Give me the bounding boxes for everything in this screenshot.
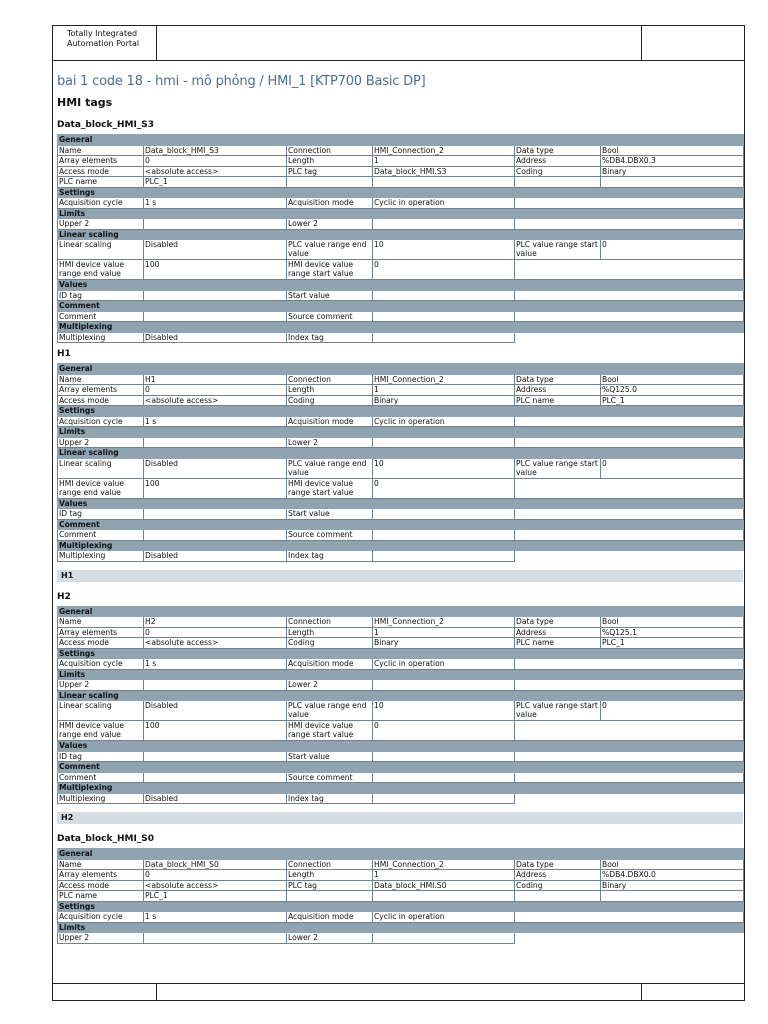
table-row: PLC name PLC_1 bbox=[58, 177, 744, 188]
footer-left-cell bbox=[53, 984, 157, 1000]
group-row-multiplexing: Multiplexing bbox=[58, 783, 744, 794]
table-row: PLC name PLC_1 bbox=[58, 891, 744, 902]
document-title: bai 1 code 18 - hmi - mô phỏng / HMI_1 [KTP700 Basic DP] bbox=[57, 74, 426, 89]
tag-table-h2 bbox=[57, 606, 744, 805]
table-row: Comment Source comment bbox=[58, 311, 744, 322]
tag-heading-s3: Data_block_HMI_S3 bbox=[57, 120, 155, 130]
table-row: ID tag Start value bbox=[58, 290, 744, 301]
table-row: Upper 2 Lower 2 bbox=[58, 933, 744, 944]
table-row: Acquisition cycle 1 s Acquisition mode Cyclic in operation bbox=[58, 912, 744, 923]
table-row: Comment Source comment bbox=[58, 530, 744, 541]
table-row: Linear scaling Disabled PLC value range end value 10 PLC value range start value 0 bbox=[58, 240, 744, 260]
table-row: ID tag Start value bbox=[58, 751, 744, 762]
table-row: Acquisition cycle 1 s Acquisition mode Cyclic in operation bbox=[58, 416, 744, 427]
table-row: Name Data_block_HMI_S0 Connection HMI_Connection_2 Data type Bool bbox=[58, 859, 744, 870]
group-row-multiplexing: Multiplexing bbox=[58, 540, 744, 551]
table-row: Acquisition cycle 1 s Acquisition mode Cyclic in operation bbox=[58, 198, 744, 209]
group-row-limits: Limits bbox=[58, 922, 744, 933]
table-row: Upper 2 Lower 2 bbox=[58, 437, 744, 448]
group-row-limits: Limits bbox=[58, 208, 744, 219]
tag-table-s3 bbox=[57, 134, 744, 343]
table-row: Upper 2 Lower 2 bbox=[58, 219, 744, 230]
footer-center-cell bbox=[157, 984, 642, 1000]
tag-heading-s0: Data_block_HMI_S0 bbox=[57, 834, 155, 844]
table-row: Multiplexing Disabled Index tag bbox=[58, 551, 744, 562]
group-row-general: General bbox=[58, 849, 744, 860]
group-row-settings: Settings bbox=[58, 901, 744, 912]
brand-line-2: Automation Portal bbox=[67, 39, 140, 48]
reference-bar-h1: H1 bbox=[57, 570, 743, 582]
table-row: ID tag Start value bbox=[58, 509, 744, 520]
table-row: HMI device value range end value 100 HMI device value range start value 0 bbox=[58, 721, 744, 741]
table-row: Upper 2 Lower 2 bbox=[58, 680, 744, 691]
table-row: Array elements 0 Length 1 Address %Q125.0 bbox=[58, 385, 744, 396]
tag-table-h1 bbox=[57, 363, 744, 562]
table-row: Name H1 Connection HMI_Connection_2 Data type Bool bbox=[58, 374, 744, 385]
group-row-comment: Comment bbox=[58, 519, 744, 530]
table-row: Array elements 0 Length 1 Address %Q125.1 bbox=[58, 627, 744, 638]
brand-block bbox=[53, 26, 157, 60]
table-row: HMI device value range end value 100 HMI device value range start value 0 bbox=[58, 260, 744, 280]
reference-bar-h2: H2 bbox=[57, 812, 743, 824]
group-row-limits: Limits bbox=[58, 427, 744, 438]
tag-heading-h2: H2 bbox=[57, 591, 71, 602]
header-right-cell bbox=[642, 26, 744, 60]
group-row-limits: Limits bbox=[58, 669, 744, 680]
group-row-settings: Settings bbox=[58, 187, 744, 198]
table-row: Access mode <absolute access> PLC tag Data_block_HMI.S0 Coding Binary bbox=[58, 880, 744, 891]
group-row-values: Values bbox=[58, 280, 744, 291]
group-row-general: General bbox=[58, 364, 744, 375]
group-row-multiplexing: Multiplexing bbox=[58, 322, 744, 333]
group-row-comment: Comment bbox=[58, 301, 744, 312]
group-row-values: Values bbox=[58, 741, 744, 752]
table-row: Acquisition cycle 1 s Acquisition mode Cyclic in operation bbox=[58, 659, 744, 670]
table-row: Name H2 Connection HMI_Connection_2 Data type Bool bbox=[58, 617, 744, 628]
tag-table-s0 bbox=[57, 848, 744, 944]
footer-right-cell bbox=[642, 984, 744, 1000]
group-row-linear-scaling: Linear scaling bbox=[58, 229, 744, 240]
tag-heading-h1: H1 bbox=[57, 349, 71, 359]
document-content bbox=[57, 72, 743, 944]
header-center-cell bbox=[157, 26, 642, 60]
table-row: Multiplexing Disabled Index tag bbox=[58, 332, 744, 343]
table-row: Array elements 0 Length 1 Address %DB4.DBX0.3 bbox=[58, 156, 744, 167]
table-row: Access mode <absolute access> PLC tag Data_block_HMI.S3 Coding Binary bbox=[58, 166, 744, 177]
table-row: HMI device value range end value 100 HMI device value range start value 0 bbox=[58, 478, 744, 498]
table-row: Comment Source comment bbox=[58, 772, 744, 783]
group-row-settings: Settings bbox=[58, 648, 744, 659]
table-row: Multiplexing Disabled Index tag bbox=[58, 793, 744, 804]
group-row-linear-scaling: Linear scaling bbox=[58, 448, 744, 459]
table-row: Access mode <absolute access> Coding Binary PLC name PLC_1 bbox=[58, 395, 744, 406]
page-frame bbox=[52, 25, 745, 1001]
brand-line-1: Totally Integrated bbox=[67, 29, 138, 38]
group-row-general: General bbox=[58, 606, 744, 617]
group-row-settings: Settings bbox=[58, 406, 744, 417]
table-row: Access mode <absolute access> Coding Binary PLC name PLC_1 bbox=[58, 638, 744, 649]
page-footer bbox=[53, 983, 744, 1000]
group-row-values: Values bbox=[58, 498, 744, 509]
table-row: Name Data_block_HMI_S3 Connection HMI_Connection_2 Data type Bool bbox=[58, 145, 744, 156]
table-row: Linear scaling Disabled PLC value range end value 10 PLC value range start value 0 bbox=[58, 701, 744, 721]
page-header bbox=[53, 26, 744, 61]
group-row-general: General bbox=[58, 135, 744, 146]
group-row-comment: Comment bbox=[58, 762, 744, 773]
section-heading: HMI tags bbox=[57, 96, 113, 109]
table-row: Linear scaling Disabled PLC value range end value 10 PLC value range start value 0 bbox=[58, 458, 744, 478]
group-row-linear-scaling: Linear scaling bbox=[58, 690, 744, 701]
table-row: Array elements 0 Length 1 Address %DB4.DBX0.0 bbox=[58, 870, 744, 881]
